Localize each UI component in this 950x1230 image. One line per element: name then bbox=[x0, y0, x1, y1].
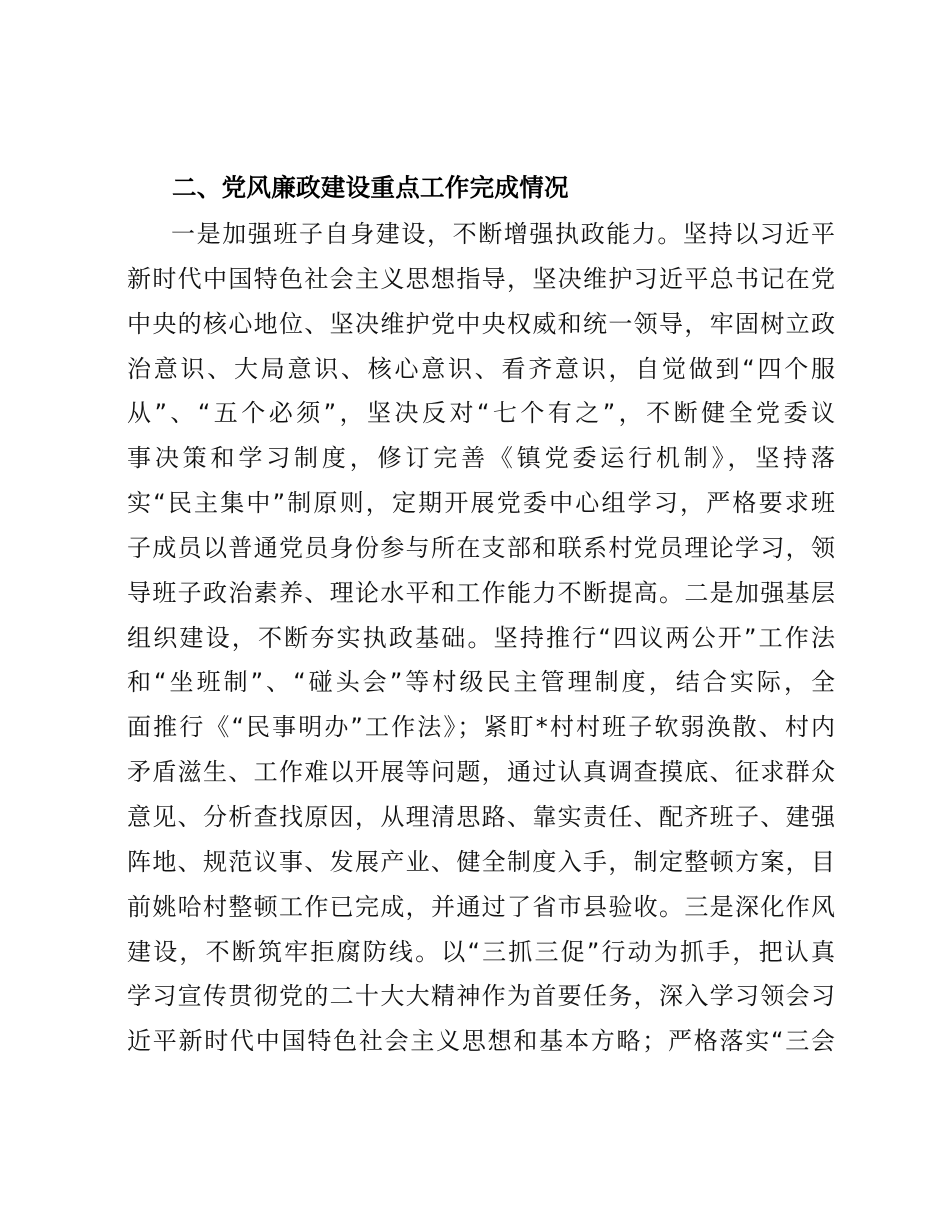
text-line: 意见、分析查找原因，从理清思路、靠实责任、配齐班子、建强 bbox=[127, 802, 835, 831]
text-line: 子成员以普通党员身份参与所在支部和联系村党员理论学习，领 bbox=[127, 533, 835, 562]
text-line: 前姚哈村整顿工作已完成，并通过了省市县验收。三是深化作风 bbox=[127, 892, 835, 921]
text-line: 阵地、规范议事、发展产业、健全制度入手，制定整顿方案，目 bbox=[127, 847, 835, 876]
text-line: 事决策和学习制度，修订完善《镇党委运行机制》，坚持落 bbox=[127, 444, 835, 473]
text-line: 矛盾滋生、工作难以开展等问题，通过认真调查摸底、征求群众 bbox=[127, 758, 835, 787]
text-line: 一是加强班子自身建设，不断增强执政能力。坚持以习近平 bbox=[171, 220, 835, 248]
body-paragraph bbox=[127, 212, 835, 1064]
section-heading: 二、党风廉政建设重点工作完成情况 bbox=[172, 173, 569, 202]
text-line: 和“坐班制”、“碰头会”等村级民主管理制度，结合实际，全 bbox=[127, 668, 835, 697]
text-line: 治意识、大局意识、核心意识、看齐意识，自觉做到“四个服 bbox=[127, 354, 835, 383]
text-line: 学习宣传贯彻党的二十大大精神作为首要任务，深入学习领会习 bbox=[127, 982, 835, 1011]
text-line: 组织建设，不断夯实执政基础。坚持推行“四议两公开”工作法 bbox=[127, 623, 835, 652]
text-line: 从”、“五个必须”，坚决反对“七个有之”，不断健全党委议 bbox=[127, 399, 835, 428]
text-line: 近平新时代中国特色社会主义思想和基本方略；严格落实“三会 bbox=[127, 1027, 835, 1056]
text-line: 导班子政治素养、理论水平和工作能力不断提高。二是加强基层 bbox=[127, 578, 835, 607]
text-line: 建设，不断筑牢拒腐防线。以“三抓三促”行动为抓手，把认真 bbox=[127, 937, 835, 966]
text-line: 面推行《“民事明办”工作法》；紧盯*村村班子软弱涣散、村内 bbox=[127, 713, 835, 742]
text-line: 中央的核心地位、坚决维护党中央权威和统一领导，牢固树立政 bbox=[127, 309, 835, 338]
text-line: 新时代中国特色社会主义思想指导，坚决维护习近平总书记在党 bbox=[127, 264, 835, 293]
text-line: 实“民主集中”制原则，定期开展党委中心组学习，严格要求班 bbox=[127, 489, 835, 518]
